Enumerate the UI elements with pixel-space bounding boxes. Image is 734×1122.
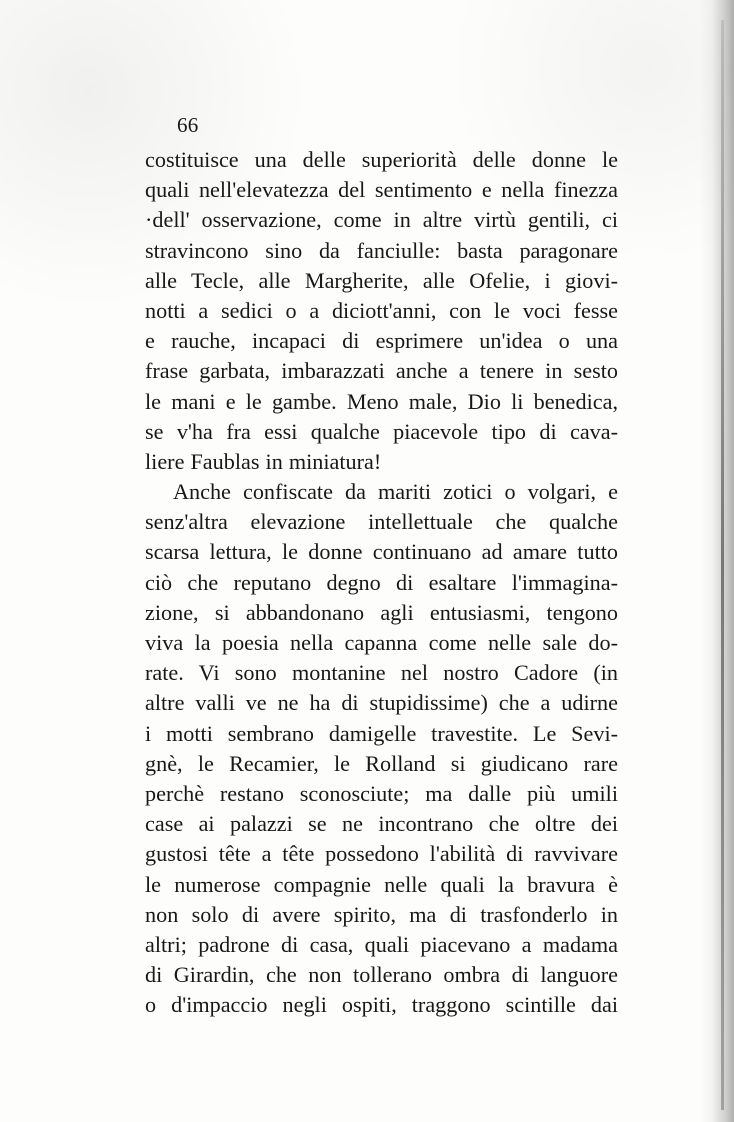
text-line: Anche confiscate da mariti zotici o volgari, e xyxy=(173,479,618,505)
page-spine-shadow xyxy=(700,0,734,1122)
text-line: case ai palazzi se ne incontrano che oltre dei xyxy=(145,811,618,837)
text-line: gustosi tête a tête possedono l'abilità di ravvivare xyxy=(145,841,618,867)
text-line: o d'impaccio negli ospiti, traggono scintille dai xyxy=(145,992,618,1018)
text-line: stravincono sino da fanciulle: basta paragonare xyxy=(145,237,618,263)
text-line: frase garbata, imbarazzati anche a tenere in sesto xyxy=(145,358,618,384)
text-line: ·dell' osservazione, come in altre virtù gentili, ci xyxy=(145,207,618,233)
text-line: le numerose compagnie nelle quali la bravura è xyxy=(145,871,618,897)
page-right-edge xyxy=(721,20,724,1110)
text-line: senz'altra elevazione intellettuale che qualche xyxy=(145,509,618,535)
text-line: scarsa lettura, le donne continuano ad amare tutto xyxy=(145,539,618,565)
text-line: rate. Vi sono montanine nel nostro Cadore (in xyxy=(145,660,618,686)
text-line: quali nell'elevatezza del sentimento e nella finezza xyxy=(145,177,618,203)
text-line: i motti sembrano damigelle travestite. Le Sevi- xyxy=(145,720,618,746)
text-line: viva la poesia nella capanna come nelle sale do- xyxy=(145,630,618,655)
text-line: perchè restano sconosciute; ma dalle più umili xyxy=(145,780,618,806)
text-line: ciò che reputano degno di esaltare l'immagina- xyxy=(145,569,618,595)
text-line: costituisce una delle superiorità delle donne le xyxy=(145,147,618,172)
text-line: se v'ha fra essi qualche piacevole tipo di cava- xyxy=(145,418,618,444)
text-line: le mani e le gambe. Meno male, Dio li benedica, xyxy=(145,388,618,414)
text-line: e rauche, incapaci di esprimere un'idea o una xyxy=(145,328,618,354)
page-number: 66 xyxy=(177,113,199,137)
text-line: alle Tecle, alle Margherite, alle Ofelie, i giovi- xyxy=(145,267,618,293)
text-line: di Girardin, che non tollerano ombra di languore xyxy=(145,962,618,988)
text-line: zione, si abbandonano agli entusiasmi, tengono xyxy=(145,599,618,625)
text-line: non solo di avere spirito, ma di trasfonderlo in xyxy=(145,901,618,927)
body-text xyxy=(145,145,618,1020)
text-line: gnè, le Recamier, le Rolland si giudicano rare xyxy=(145,750,618,776)
text-line: altre valli ve ne ha di stupidissime) che a udirne xyxy=(145,690,618,716)
text-line: liere Faublas in miniatura! xyxy=(145,448,382,474)
text-line: notti a sedici o a diciott'anni, con le voci fesse xyxy=(145,297,618,323)
text-line: altri; padrone di casa, quali piacevano a madama xyxy=(145,931,618,957)
